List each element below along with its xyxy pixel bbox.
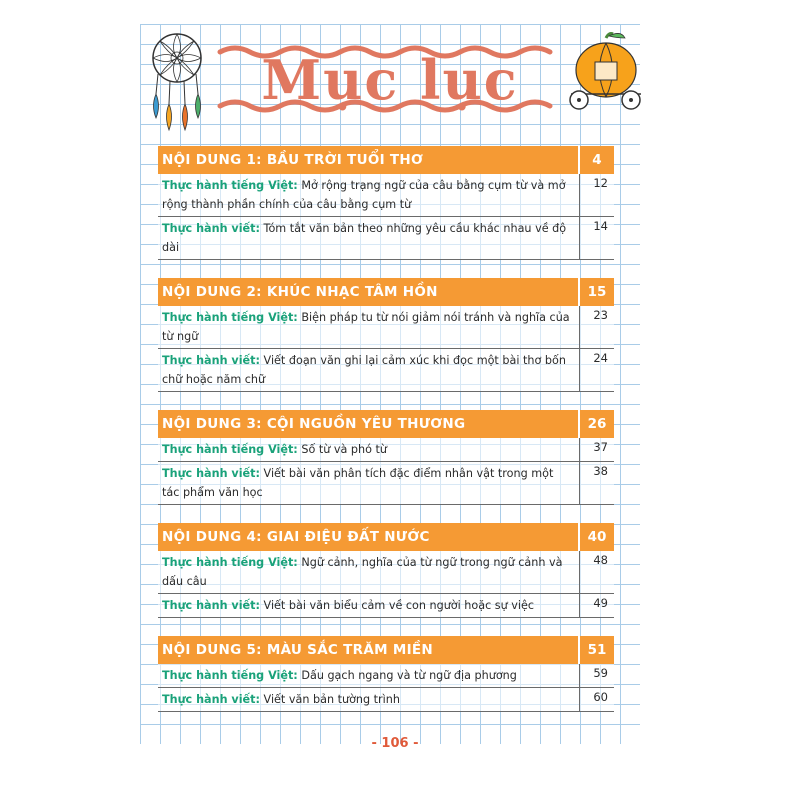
entry-page-number: 59: [593, 666, 608, 680]
section-page-number: 40: [578, 523, 614, 551]
page-number-footer: - 106 -: [371, 736, 419, 751]
section-title: NỘI DUNG 4: GIAI ĐIỆU ĐẤT NƯỚC: [162, 529, 430, 545]
entry-text: Biện pháp tu từ nói giảm nói tránh và nghĩa của từ ngữ: [162, 311, 570, 343]
section-page-number: 15: [578, 278, 614, 306]
entry-kind: Thực hành viết:: [162, 222, 260, 235]
entry-text: Viết đoạn văn ghi lại cảm xúc khi đọc một bài thơ bốn chữ hoặc năm chữ: [162, 354, 566, 386]
toc-entry[interactable]: [158, 462, 614, 505]
toc-entry[interactable]: [158, 306, 614, 349]
entry-text: Tóm tắt văn bản theo những yêu cầu khác nhau về độ dài: [162, 222, 567, 254]
toc-entry[interactable]: [158, 217, 614, 260]
section-header[interactable]: [158, 636, 614, 664]
section-title: NỘI DUNG 5: MÀU SẮC TRĂM MIỀN: [162, 642, 434, 658]
entry-page-number: 60: [593, 690, 608, 704]
page-title: Mục lục: [261, 48, 519, 112]
section-header[interactable]: [158, 146, 614, 174]
entry-kind: Thực hành viết:: [162, 599, 260, 612]
entry-text: Viết bài văn phân tích đặc điểm nhân vật trong một tác phẩm văn học: [162, 467, 554, 499]
entry-text: Mở rộng trạng ngữ của câu bằng cụm từ và mở rộng thành phần chính của câu bằng cụm từ: [162, 179, 566, 211]
entry-page-number: 23: [593, 308, 608, 322]
toc-entry[interactable]: [158, 551, 614, 594]
entry-page-number: 14: [593, 219, 608, 233]
entry-page-number: 49: [593, 596, 608, 610]
entry-kind: Thực hành viết:: [162, 354, 260, 367]
entry-text: Dấu gạch ngang và từ ngữ địa phương: [301, 669, 517, 682]
entry-page-number: 24: [593, 351, 608, 365]
section-page-number: 4: [578, 146, 614, 174]
entry-text: Ngữ cảnh, nghĩa của từ ngữ trong ngữ cảnh và dấu câu: [162, 556, 563, 588]
entry-text: Số từ và phó từ: [301, 443, 387, 456]
section-title: NỘI DUNG 3: CỘI NGUỒN YÊU THƯƠNG: [162, 416, 466, 432]
toc-entry[interactable]: [158, 174, 614, 217]
entry-page-number: 37: [593, 440, 608, 454]
toc-entry[interactable]: [158, 349, 614, 392]
entry-page-number: 48: [593, 553, 608, 567]
toc-entry[interactable]: [158, 594, 614, 618]
entry-text: Viết bài văn biểu cảm về con người hoặc sự việc: [263, 599, 535, 612]
entry-page-number: 12: [593, 176, 608, 190]
entry-kind: Thực hành tiếng Việt:: [162, 443, 298, 456]
toc-entry[interactable]: [158, 664, 614, 688]
title-banner: [210, 40, 570, 115]
entry-kind: Thực hành viết:: [162, 467, 260, 480]
entry-kind: Thực hành tiếng Việt:: [162, 669, 298, 682]
entry-kind: Thực hành tiếng Việt:: [162, 556, 298, 569]
dreamcatcher-icon: [142, 28, 212, 138]
pumpkin-carriage-icon: [565, 30, 647, 112]
entry-text: Viết văn bản tường trình: [263, 693, 400, 706]
entry-kind: Thực hành tiếng Việt:: [162, 179, 298, 192]
section-header[interactable]: [158, 278, 614, 306]
entry-kind: Thực hành tiếng Việt:: [162, 311, 298, 324]
entry-page-number: 38: [593, 464, 608, 478]
section-title: NỘI DUNG 1: BẦU TRỜI TUỔI THƠ: [162, 152, 424, 168]
section-header[interactable]: [158, 410, 614, 438]
table-of-contents: [158, 146, 614, 712]
entry-kind: Thực hành viết:: [162, 693, 260, 706]
section-page-number: 26: [578, 410, 614, 438]
section-header[interactable]: [158, 523, 614, 551]
toc-entry[interactable]: [158, 688, 614, 712]
toc-entry[interactable]: [158, 438, 614, 462]
section-title: NỘI DUNG 2: KHÚC NHẠC TÂM HỒN: [162, 284, 438, 300]
section-page-number: 51: [578, 636, 614, 664]
